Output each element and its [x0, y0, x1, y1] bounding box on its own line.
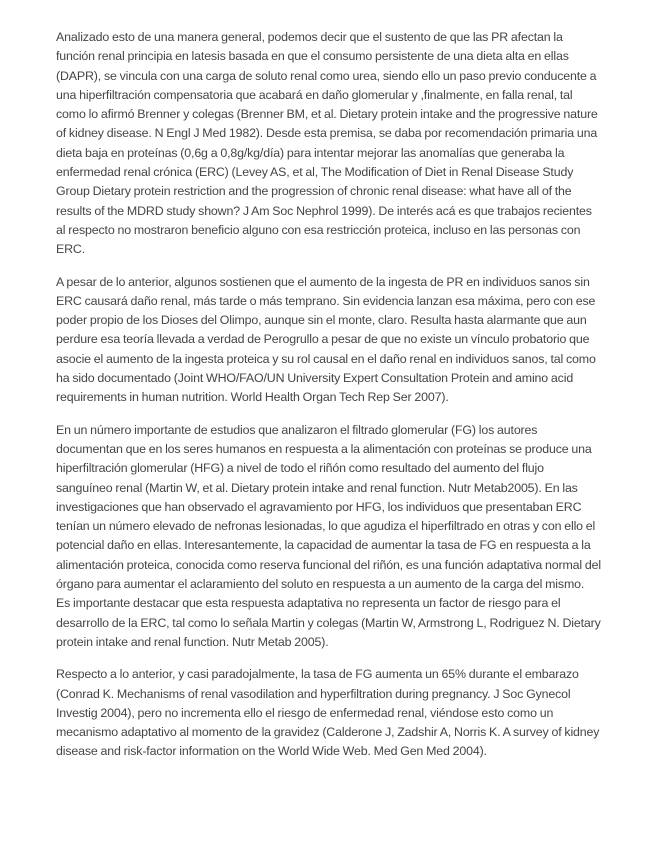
document-body: [56, 28, 601, 775]
paragraph-pregnancy: Respecto a lo anterior, y casi paradojalmente, la tasa de FG aumenta un 65% durante el embarazo (Conrad K. Mechanisms of renal vasodilation and hyperfiltration during pregnancy. J Soc Gynecol Investig 2004), pero no incrementa ello el riesgo de enfermedad renal, viéndose esto como un mecanismo adaptativo al momento de la gravidez (Calderone J, Zadshir A, Norris K. A survey of kidney disease and risk-factor information on the World Wide Web. Med Gen Med 2004).: [56, 667, 600, 759]
paragraph-healthy-individuals: A pesar de lo anterior, algunos sostienen que el aumento de la ingesta de PR en individuos sanos sin ERC causará daño renal, más tarde o más temprano. Sin evidencia lanzan esa máxima, pero con ese poder propio de los Dioses del Olimpo, aunque sin el monte, claro. Resulta hasta alarmante que aun perdure esa teoría llevada a verdad de Perogrullo a pesar de que no existe un vínculo probatorio que asocie el aumento de la ingesta proteica y su rol causal en el daño renal en individuos sanos, tal como ha sido documentado (Joint WHO/FAO/UN University Expert Consultation Protein and amino acid requirements in human nutrition. World Health Organ Tech Rep Ser 2007).: [56, 274, 596, 405]
paragraph-glomerular-filtration: En un número importante de estudios que analizaron el filtrado glomerular (FG) los autores documentan que en los seres humanos en respuesta a la alimentación con proteínas se produce una hiperfiltración glomerular (HFG) a nivel de todo el riñón como resultado del aumento del flujo sanguíneo renal (Martin W, et al. Dietary protein intake and renal function. Nutr Metab2005). En las investigaciones que han observado el agravamiento por HFG, los individuos que presentaban ERC tenían un número elevado de nefronas lesionadas, lo que agudiza el hiperfiltrado en otras y con ello el potencial daño en ellas. Interesantemente, la capacidad de aumentar la tasa de FG en respuesta a la alimentación proteica, conocida como reserva funcional del riñón, es una función adaptativa normal del órgano para aumentar el aclaramiento del soluto en respuesta a un aumento de la carga del mismo. Es importante destacar que esta respuesta adaptativa no representa un factor de riesgo para el desarrollo de la ERC, tal como lo señala Martin y colegas (Martin W, Armstrong L, Rodriguez N. Dietary protein intake and renal function. Nutr Metab 2005).: [56, 422, 601, 649]
paragraph-protein-renal-hypothesis: Analizado esto de una manera general, podemos decir que el sustento de que las PR afectan la función renal principia en latesis basada en que el consumo persistente de una dieta alta en ellas (DAPR), se vincula con una carga de soluto renal como urea, siendo ello un paso previo conducente a una hiperfiltración compensatoria que acabará en daño glomerular y ,finalmente, en falla renal, tal como lo afirmó Brenner y colegas (Brenner BM, et al. Dietary protein intake and the progressive nature of kidney disease. N Engl J Med 1982). Desde esta premisa, se daba por recomendación primaria una dieta baja en proteínas (0,6g a 0,8g/kg/día) para intentar mejorar las anomalías que generaba la enfermedad renal crónica (ERC) (Levey AS, et al, The Modification of Diet in Renal Disease Study Group Dietary protein restriction and the progression of chronic renal disease: what have all of the results of the MDRD study shown? J Am Soc Nephrol 1999). De interés acá es que trabajos recientes al respecto no mostraron beneficio alguno con esa restricción proteica, incluso en las personas con ERC.: [56, 30, 598, 257]
